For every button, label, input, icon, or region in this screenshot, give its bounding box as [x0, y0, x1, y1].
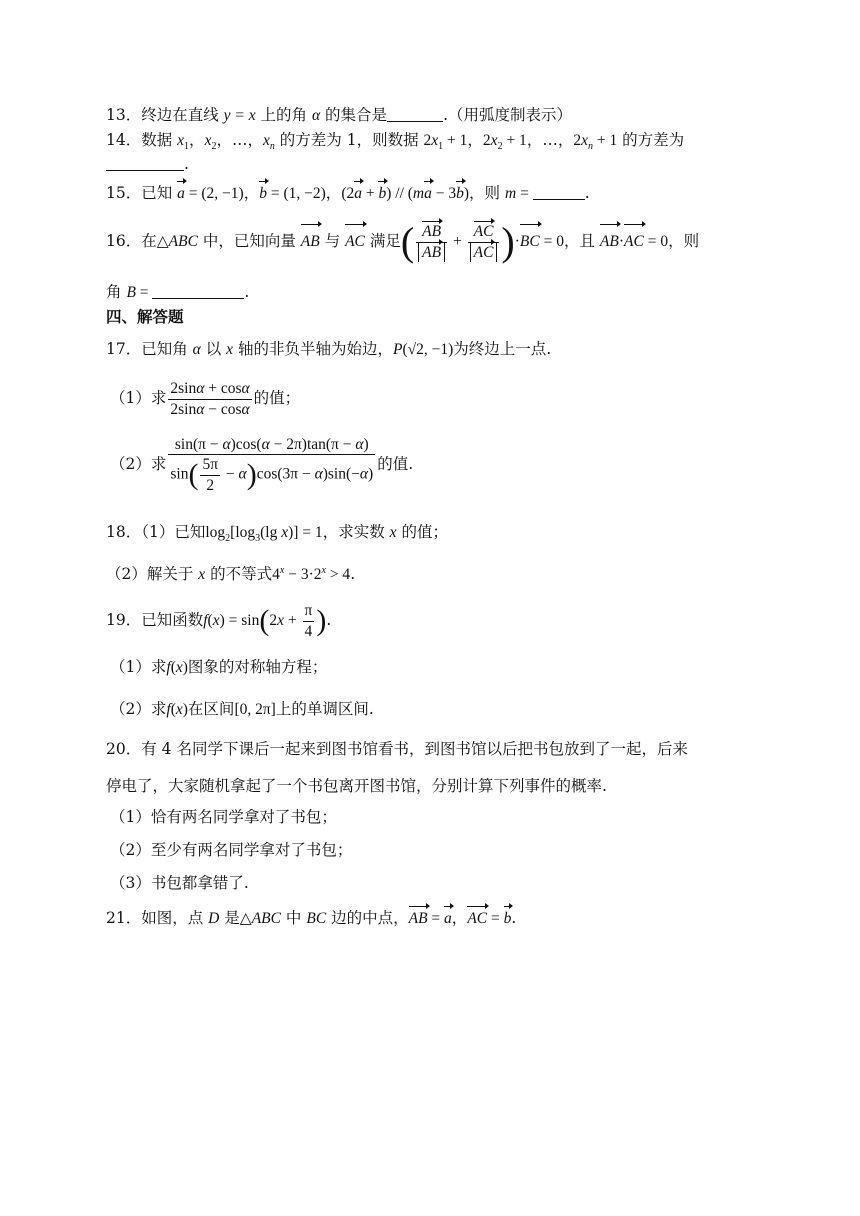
- question-16-cont: 角 B = .: [106, 283, 250, 301]
- answer-blank: [533, 183, 585, 200]
- question-13: 13．终边在直线 y = x 上的角 α 的集合是 .（用弧度制表示）: [106, 106, 572, 124]
- question-20-part-1: （1）恰有两名同学拿对了书包；: [110, 808, 337, 826]
- question-18: 18．（1）已知$\log_2[\log_3(\lg$ x)] = 1，求实数 x 的值；: [106, 523, 448, 545]
- question-20-cont: 停电了，大家随机拿起了一个书包离开图书馆，分别计算下列事件的概率.: [106, 777, 607, 795]
- question-21: 21．如图，点 D 是△ABC 中 BC 边的中点，AB = a，AC = b.: [106, 906, 760, 931]
- question-17-part-1: （1）求 $\frac{2\sin\alpha + \cos\alpha}{2\sin\alpha - \cos\alpha}$ 的值；: [110, 380, 301, 418]
- question-20: 20．有 4 名同学下课后一起来到图书馆看书，到图书馆以后把书包放到了一起，后来: [106, 740, 688, 758]
- question-16: 16．在△ABC 中，已知向量 AB 与 AC 满足( $\frac{AB}{AB}$ + $\frac{AC}{AC}$ )·BC = 0，且 AB·AC = 0，则: [106, 219, 700, 264]
- question-19-part-1: （1）求f(x)图象的对称轴方程；: [110, 658, 328, 676]
- answer-blank: [152, 282, 244, 299]
- answer-blank: [387, 105, 443, 122]
- question-17-part-2: （2）求 sin(π − α)cos(α − 2π)tan(π − α) sin( $\frac{5\pi}{2}$ − α)cos(3π − α)sin(−α) 的值.: [110, 435, 414, 494]
- question-20-part-3: （3）书包都拿错了.: [110, 874, 249, 892]
- question-17: 17．已知角 α 以 x 轴的非负半轴为始边，P(√2, −1)为终边上一点.: [106, 340, 552, 358]
- question-20-part-2: （2）至少有两名同学拿对了书包；: [110, 841, 353, 859]
- question-14-blank-line: .: [106, 152, 760, 176]
- question-19-part-2: （2）求f(x)在区间[0, 2π]上的单调区间.: [110, 700, 374, 718]
- question-19: 19．已知函数f(x) = sin(2x + $\frac{\pi}{4}$ ).: [106, 602, 332, 640]
- question-14: 14．数据 $x_1$，$x_2$，…，$x_n$ 的方差为 1，则数据 $2x_1 + 1$，$2x_2 + 1$，…，$2x_n + 1$ 的方差为: [106, 131, 685, 153]
- question-18-part-2: （2）解关于 x 的不等式$4^x - 3\cdot 2^x > 4$.: [106, 565, 356, 584]
- section-heading: 四、解答题: [106, 308, 184, 326]
- question-15: 15．已知 a = (2, −1)，b = (1, −2)，(2a + b) // (ma − 3b)，则 m = .: [106, 181, 760, 206]
- answer-blank: [106, 154, 184, 171]
